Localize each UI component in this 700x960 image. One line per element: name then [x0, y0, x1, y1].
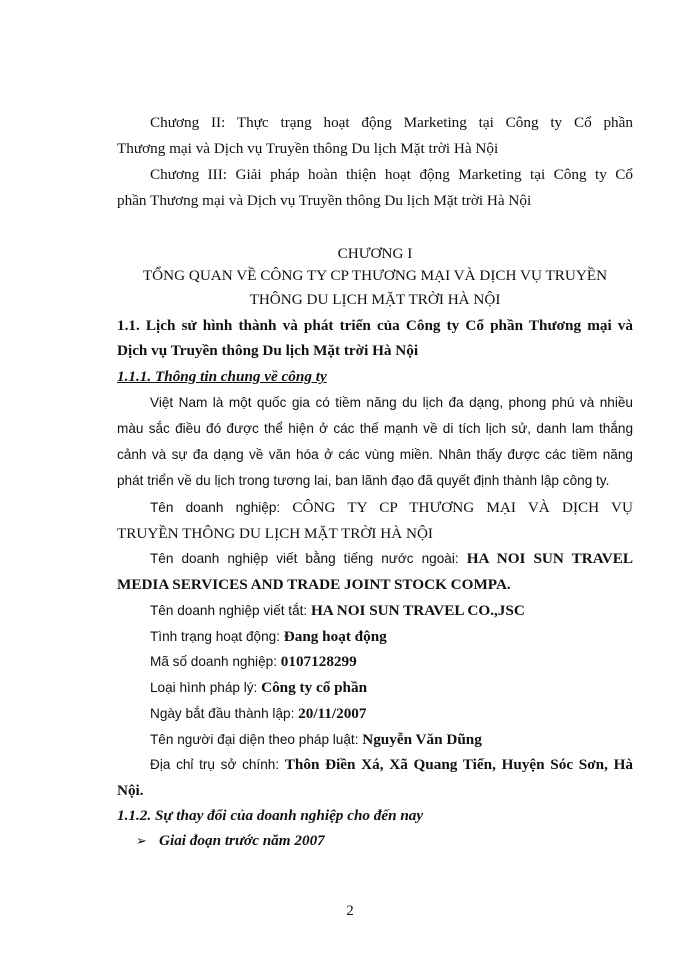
company-name-value-line2: TRUYỀN THÔNG DU LỊCH MẶT TRỜI HÀ NỘI: [117, 525, 433, 542]
section-1-1-heading-line1: 1.1. Lịch sử hình thành và phát triển của Công ty Cổ phần Thương mại và: [117, 317, 633, 334]
foreign-name-value-line2: MEDIA SERVICES AND TRADE JOINT STOCK COMPA.: [117, 576, 511, 593]
chapter-number: CHƯƠNG I: [337, 245, 413, 262]
bullet-item-text: Giai đoạn trước năm 2007: [159, 832, 325, 849]
short-name-value: HA NOI SUN TRAVEL CO.,JSC: [310, 602, 525, 619]
overview-chapter-2-line1: Chương II: Thực trạng hoạt động Marketing tại Công ty Cổ phần: [150, 114, 633, 131]
intro-line2: màu sắc điều đó được thể hiện ở các thế mạnh về di tích lịch sử, danh lam thắng: [117, 421, 633, 436]
overview-chapter-3-line1: Chương III: Giải pháp hoàn thiện hoạt động Marketing tại Công ty Cổ: [150, 166, 633, 183]
legal-type-row: [150, 678, 633, 698]
section-1-1-2-heading: 1.1.2. Sự thay đổi của doanh nghiệp cho đến nay: [117, 807, 424, 824]
representative-label: Tên người đại diện theo pháp luật:: [150, 732, 363, 747]
status-value: Đang hoạt động: [283, 628, 387, 645]
intro-line4: phát triển về du lịch trong tương lai, ban lãnh đạo đã quyết định thành lập công ty.: [117, 473, 610, 488]
company-name-label: Tên doanh nghiệp:: [150, 500, 293, 515]
founding-date-row: [150, 704, 633, 724]
overview-chapter-2-line2: Thương mại và Dịch vụ Truyền thông Du lịch Mặt trời Hà Nội: [117, 140, 499, 157]
section-1-1-1-heading: 1.1.1. Thông tin chung về công ty: [117, 368, 327, 385]
legal-type-label: Loại hình pháp lý:: [150, 680, 262, 695]
address-value-line2: Nội.: [117, 782, 144, 799]
tax-code-value: 0107128299: [280, 653, 357, 670]
tax-code-label: Mã số doanh nghiệp:: [150, 654, 281, 669]
short-name-label: Tên doanh nghiệp viết tắt:: [150, 603, 311, 618]
arrow-bullet-icon: ➢: [136, 833, 147, 848]
address-label: Địa chỉ trụ sở chính:: [150, 757, 285, 772]
intro-line1: Việt Nam là một quốc gia có tiềm năng du lịch đa dạng, phong phú và nhiều: [150, 395, 633, 410]
legal-type-value: Công ty cổ phần: [261, 679, 368, 696]
tax-code-row: [150, 652, 633, 672]
company-name-value-line1: CÔNG TY CP THƯƠNG MẠI VÀ DỊCH VỤ: [292, 499, 633, 516]
chapter-title-line2: THÔNG DU LỊCH MẶT TRỜI HÀ NỘI: [249, 291, 501, 308]
representative-row: [150, 730, 633, 750]
short-name-row: [150, 601, 633, 621]
status-label: Tình trạng hoạt động:: [150, 629, 284, 644]
address-row: [150, 755, 633, 775]
foreign-name-value-line1: HA NOI SUN TRAVEL: [466, 550, 633, 567]
page-number: 2: [346, 903, 354, 919]
chapter-title-line1: TỔNG QUAN VỀ CÔNG TY CP THƯƠNG MẠI VÀ DỊCH VỤ TRUYỀN: [142, 267, 608, 284]
representative-value: Nguyễn Văn Dũng: [362, 731, 482, 748]
foreign-name-label: Tên doanh nghiệp viết bằng tiếng nước ngoài:: [150, 551, 467, 566]
company-name-row: [150, 498, 633, 518]
status-row: [150, 627, 633, 647]
intro-line3: cảnh và sự đa dạng về văn hóa ở các vùng miền. Nhân thấy được các tiềm năng: [117, 447, 633, 462]
founding-date-value: 20/11/2007: [298, 705, 367, 722]
foreign-name-row: [150, 549, 633, 569]
section-1-1-heading-line2: Dịch vụ Truyền thông Du lịch Mặt trời Hà Nội: [117, 342, 419, 359]
overview-chapter-3-line2: phần Thương mại và Dịch vụ Truyền thông Du lịch Mặt trời Hà Nội: [117, 192, 532, 209]
address-value-line1: Thôn Điền Xá, Xã Quang Tiến, Huyện Sóc Sơn, Hà: [284, 756, 633, 773]
founding-date-label: Ngày bắt đầu thành lập:: [150, 706, 299, 721]
